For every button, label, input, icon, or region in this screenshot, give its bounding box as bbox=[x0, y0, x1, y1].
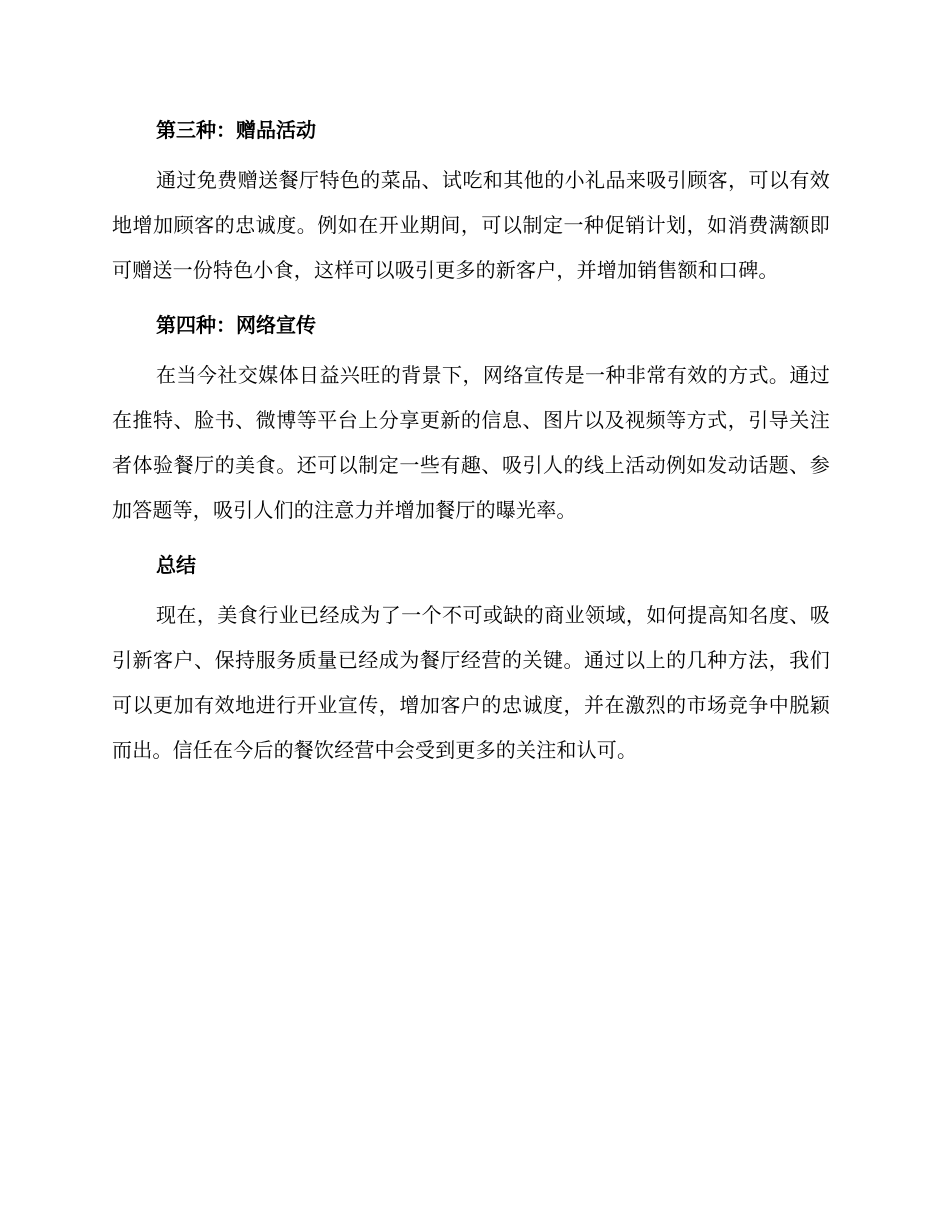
section-gift-promotion bbox=[112, 108, 830, 293]
document-page bbox=[112, 108, 830, 783]
section-heading: 第三种：赠品活动 bbox=[156, 118, 316, 142]
section-heading: 总结 bbox=[156, 553, 196, 577]
section-paragraph: 在当今社交媒体日益兴旺的背景下，网络宣传是一种非常有效的方式。通过在推特、脸书、微博等平台上分享更新的信息、图片以及视频等方式，引导关注者体验餐厅的美食。还可以制定一些有趣、吸引人的线上活动例如发动话题、参加答题等，吸引人们的注意力并增加餐厅的曝光率。 bbox=[112, 363, 830, 522]
section-summary bbox=[112, 543, 830, 773]
section-online-promotion bbox=[112, 303, 830, 533]
section-heading: 第四种：网络宣传 bbox=[156, 313, 316, 337]
section-paragraph: 通过免费赠送餐厅特色的菜品、试吃和其他的小礼品来吸引顾客，可以有效地增加顾客的忠诚度。例如在开业期间，可以制定一种促销计划，如消费满额即可赠送一份特色小食，这样可以吸引更多的新客户，并增加销售额和口碑。 bbox=[112, 168, 830, 282]
section-paragraph: 现在，美食行业已经成为了一个不可或缺的商业领域，如何提高知名度、吸引新客户、保持服务质量已经成为餐厅经营的关键。通过以上的几种方法，我们可以更加有效地进行开业宣传，增加客户的忠诚度，并在激烈的市场竞争中脱颖而出。信任在今后的餐饮经营中会受到更多的关注和认可。 bbox=[112, 603, 830, 762]
